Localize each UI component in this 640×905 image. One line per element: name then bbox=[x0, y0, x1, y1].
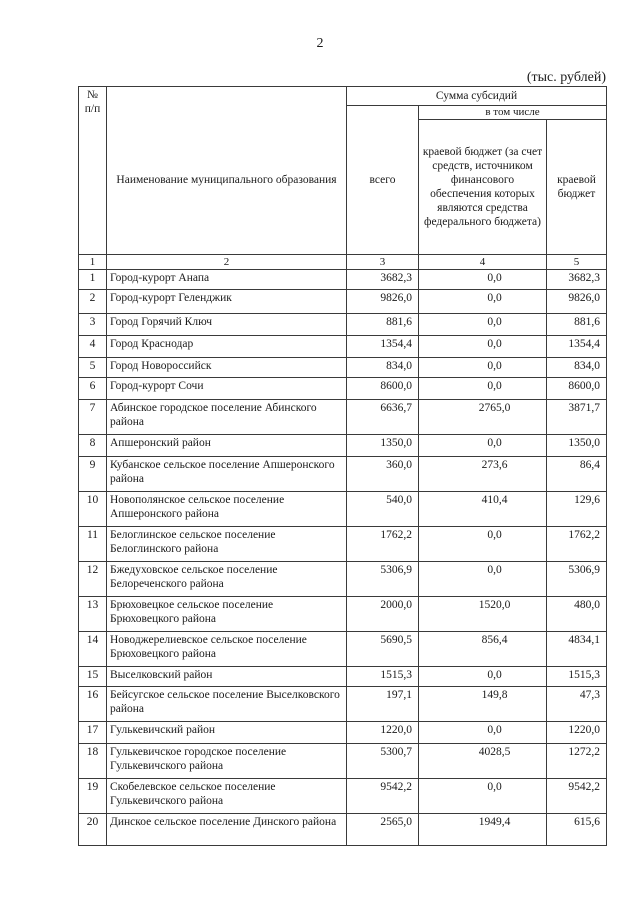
subsidy-federal: 0,0 bbox=[419, 562, 547, 597]
municipality-name: Бжедуховское сельское поселение Белореченского района bbox=[107, 562, 347, 597]
table-row bbox=[79, 632, 607, 667]
row-number: 5 bbox=[79, 358, 107, 378]
table-row bbox=[79, 435, 607, 457]
subsidy-federal: 0,0 bbox=[419, 358, 547, 378]
subsidy-regional: 86,4 bbox=[547, 457, 607, 492]
subsidy-regional: 9542,2 bbox=[547, 779, 607, 814]
subsidy-total: 6636,7 bbox=[347, 400, 419, 435]
subsidy-total: 881,6 bbox=[347, 314, 419, 336]
table-row bbox=[79, 744, 607, 779]
municipality-name: Апшеронский район bbox=[107, 435, 347, 457]
municipality-name: Город-курорт Геленджик bbox=[107, 290, 347, 314]
row-number: 2 bbox=[79, 290, 107, 314]
subsidy-federal: 856,4 bbox=[419, 632, 547, 667]
page-number: 2 bbox=[316, 36, 324, 51]
subsidy-federal: 273,6 bbox=[419, 457, 547, 492]
subsidy-federal: 2765,0 bbox=[419, 400, 547, 435]
subsidy-regional: 47,3 bbox=[547, 687, 607, 722]
table-row bbox=[79, 562, 607, 597]
row-number: 19 bbox=[79, 779, 107, 814]
row-number: 8 bbox=[79, 435, 107, 457]
table-row bbox=[79, 597, 607, 632]
header-col-regional: краевой бюджет bbox=[547, 120, 607, 255]
row-number: 20 bbox=[79, 814, 107, 846]
column-number: 2 bbox=[107, 255, 347, 270]
table-row bbox=[79, 378, 607, 400]
column-number: 4 bbox=[419, 255, 547, 270]
subsidy-federal: 410,4 bbox=[419, 492, 547, 527]
subsidy-regional: 129,6 bbox=[547, 492, 607, 527]
subsidy-total: 834,0 bbox=[347, 358, 419, 378]
subsidy-regional: 615,6 bbox=[547, 814, 607, 846]
subsidy-total: 197,1 bbox=[347, 687, 419, 722]
municipality-name: Город-курорт Сочи bbox=[107, 378, 347, 400]
subsidy-regional: 1220,0 bbox=[547, 722, 607, 744]
subsidy-total: 1515,3 bbox=[347, 667, 419, 687]
column-number: 3 bbox=[347, 255, 419, 270]
subsidy-regional: 1515,3 bbox=[547, 667, 607, 687]
municipality-name: Город Горячий Ключ bbox=[107, 314, 347, 336]
subsidy-federal: 0,0 bbox=[419, 435, 547, 457]
subsidy-federal: 0,0 bbox=[419, 314, 547, 336]
table-row bbox=[79, 527, 607, 562]
header-col-number: № п/п bbox=[79, 87, 107, 255]
row-number: 11 bbox=[79, 527, 107, 562]
subsidy-federal: 1520,0 bbox=[419, 597, 547, 632]
subsidy-total: 2000,0 bbox=[347, 597, 419, 632]
header-col-total: всего bbox=[347, 106, 419, 255]
subsidy-federal: 0,0 bbox=[419, 527, 547, 562]
table-row bbox=[79, 400, 607, 435]
subsidy-regional: 3682,3 bbox=[547, 270, 607, 290]
row-number: 7 bbox=[79, 400, 107, 435]
subsidy-federal: 0,0 bbox=[419, 722, 547, 744]
subsidy-total: 5690,5 bbox=[347, 632, 419, 667]
subsidy-regional: 1350,0 bbox=[547, 435, 607, 457]
subsidy-total: 5306,9 bbox=[347, 562, 419, 597]
municipality-name: Выселковский район bbox=[107, 667, 347, 687]
table-row bbox=[79, 358, 607, 378]
municipality-name: Гулькевичское городское поселение Гулькевичского района bbox=[107, 744, 347, 779]
municipality-name: Белоглинское сельское поселение Белоглинского района bbox=[107, 527, 347, 562]
table-row bbox=[79, 336, 607, 358]
table-row bbox=[79, 687, 607, 722]
subsidy-total: 8600,0 bbox=[347, 378, 419, 400]
subsidy-regional: 1272,2 bbox=[547, 744, 607, 779]
subsidy-federal: 1949,4 bbox=[419, 814, 547, 846]
subsidy-federal: 4028,5 bbox=[419, 744, 547, 779]
row-number: 16 bbox=[79, 687, 107, 722]
subsidy-total: 1354,4 bbox=[347, 336, 419, 358]
row-number: 6 bbox=[79, 378, 107, 400]
row-number: 15 bbox=[79, 667, 107, 687]
subsidies-table bbox=[78, 86, 607, 846]
municipality-name: Город Краснодар bbox=[107, 336, 347, 358]
table-row bbox=[79, 270, 607, 290]
header-subgroup: в том числе bbox=[419, 106, 607, 120]
header-col-federal: краевой бюджет (за счет средств, источником финансового обеспечения которых являются средства федерального бюджета) bbox=[419, 120, 547, 255]
table-row bbox=[79, 814, 607, 846]
municipality-name: Динское сельское поселение Динского района bbox=[107, 814, 347, 846]
row-number: 17 bbox=[79, 722, 107, 744]
subsidy-regional: 4834,1 bbox=[547, 632, 607, 667]
subsidy-federal: 0,0 bbox=[419, 667, 547, 687]
municipality-name: Город-курорт Анапа bbox=[107, 270, 347, 290]
municipality-name: Новополянское сельское поселение Апшеронского района bbox=[107, 492, 347, 527]
table-row bbox=[79, 290, 607, 314]
municipality-name: Брюховецкое сельское поселение Брюховецкого района bbox=[107, 597, 347, 632]
row-number: 3 bbox=[79, 314, 107, 336]
subsidy-regional: 1762,2 bbox=[547, 527, 607, 562]
row-number: 12 bbox=[79, 562, 107, 597]
municipality-name: Скобелевское сельское поселение Гулькевичского района bbox=[107, 779, 347, 814]
subsidy-total: 9542,2 bbox=[347, 779, 419, 814]
header-col-name: Наименование муниципального образования bbox=[107, 87, 347, 255]
row-number: 10 bbox=[79, 492, 107, 527]
municipality-name: Город Новороссийск bbox=[107, 358, 347, 378]
table-row bbox=[79, 492, 607, 527]
municipality-name: Абинское городское поселение Абинского района bbox=[107, 400, 347, 435]
table-row bbox=[79, 779, 607, 814]
subsidy-regional: 3871,7 bbox=[547, 400, 607, 435]
municipality-name: Кубанское сельское поселение Апшеронского района bbox=[107, 457, 347, 492]
subsidy-total: 1220,0 bbox=[347, 722, 419, 744]
subsidy-federal: 0,0 bbox=[419, 290, 547, 314]
subsidy-regional: 881,6 bbox=[547, 314, 607, 336]
row-number: 18 bbox=[79, 744, 107, 779]
municipality-name: Новоджерелиевское сельское поселение Брюховецкого района bbox=[107, 632, 347, 667]
subsidy-regional: 480,0 bbox=[547, 597, 607, 632]
subsidy-total: 1762,2 bbox=[347, 527, 419, 562]
row-number: 1 bbox=[79, 270, 107, 290]
subsidy-federal: 0,0 bbox=[419, 378, 547, 400]
subsidy-federal: 0,0 bbox=[419, 779, 547, 814]
subsidy-total: 9826,0 bbox=[347, 290, 419, 314]
column-number: 1 bbox=[79, 255, 107, 270]
units-label: (тыс. рублей) bbox=[526, 70, 606, 85]
row-number: 4 bbox=[79, 336, 107, 358]
table-row bbox=[79, 314, 607, 336]
subsidy-federal: 0,0 bbox=[419, 270, 547, 290]
subsidy-federal: 0,0 bbox=[419, 336, 547, 358]
subsidy-regional: 834,0 bbox=[547, 358, 607, 378]
subsidy-regional: 1354,4 bbox=[547, 336, 607, 358]
row-number: 9 bbox=[79, 457, 107, 492]
table-row bbox=[79, 667, 607, 687]
subsidy-regional: 5306,9 bbox=[547, 562, 607, 597]
subsidy-total: 360,0 bbox=[347, 457, 419, 492]
column-number-row bbox=[79, 255, 607, 270]
table-row bbox=[79, 457, 607, 492]
subsidy-total: 2565,0 bbox=[347, 814, 419, 846]
subsidy-regional: 9826,0 bbox=[547, 290, 607, 314]
municipality-name: Гулькевичский район bbox=[107, 722, 347, 744]
column-number: 5 bbox=[547, 255, 607, 270]
subsidy-total: 540,0 bbox=[347, 492, 419, 527]
subsidy-federal: 149,8 bbox=[419, 687, 547, 722]
row-number: 14 bbox=[79, 632, 107, 667]
subsidy-regional: 8600,0 bbox=[547, 378, 607, 400]
table-row bbox=[79, 722, 607, 744]
subsidy-total: 5300,7 bbox=[347, 744, 419, 779]
row-number: 13 bbox=[79, 597, 107, 632]
header-group-sum: Сумма субсидий bbox=[347, 87, 607, 106]
subsidy-total: 3682,3 bbox=[347, 270, 419, 290]
subsidy-total: 1350,0 bbox=[347, 435, 419, 457]
municipality-name: Бейсугское сельское поселение Выселковского района bbox=[107, 687, 347, 722]
